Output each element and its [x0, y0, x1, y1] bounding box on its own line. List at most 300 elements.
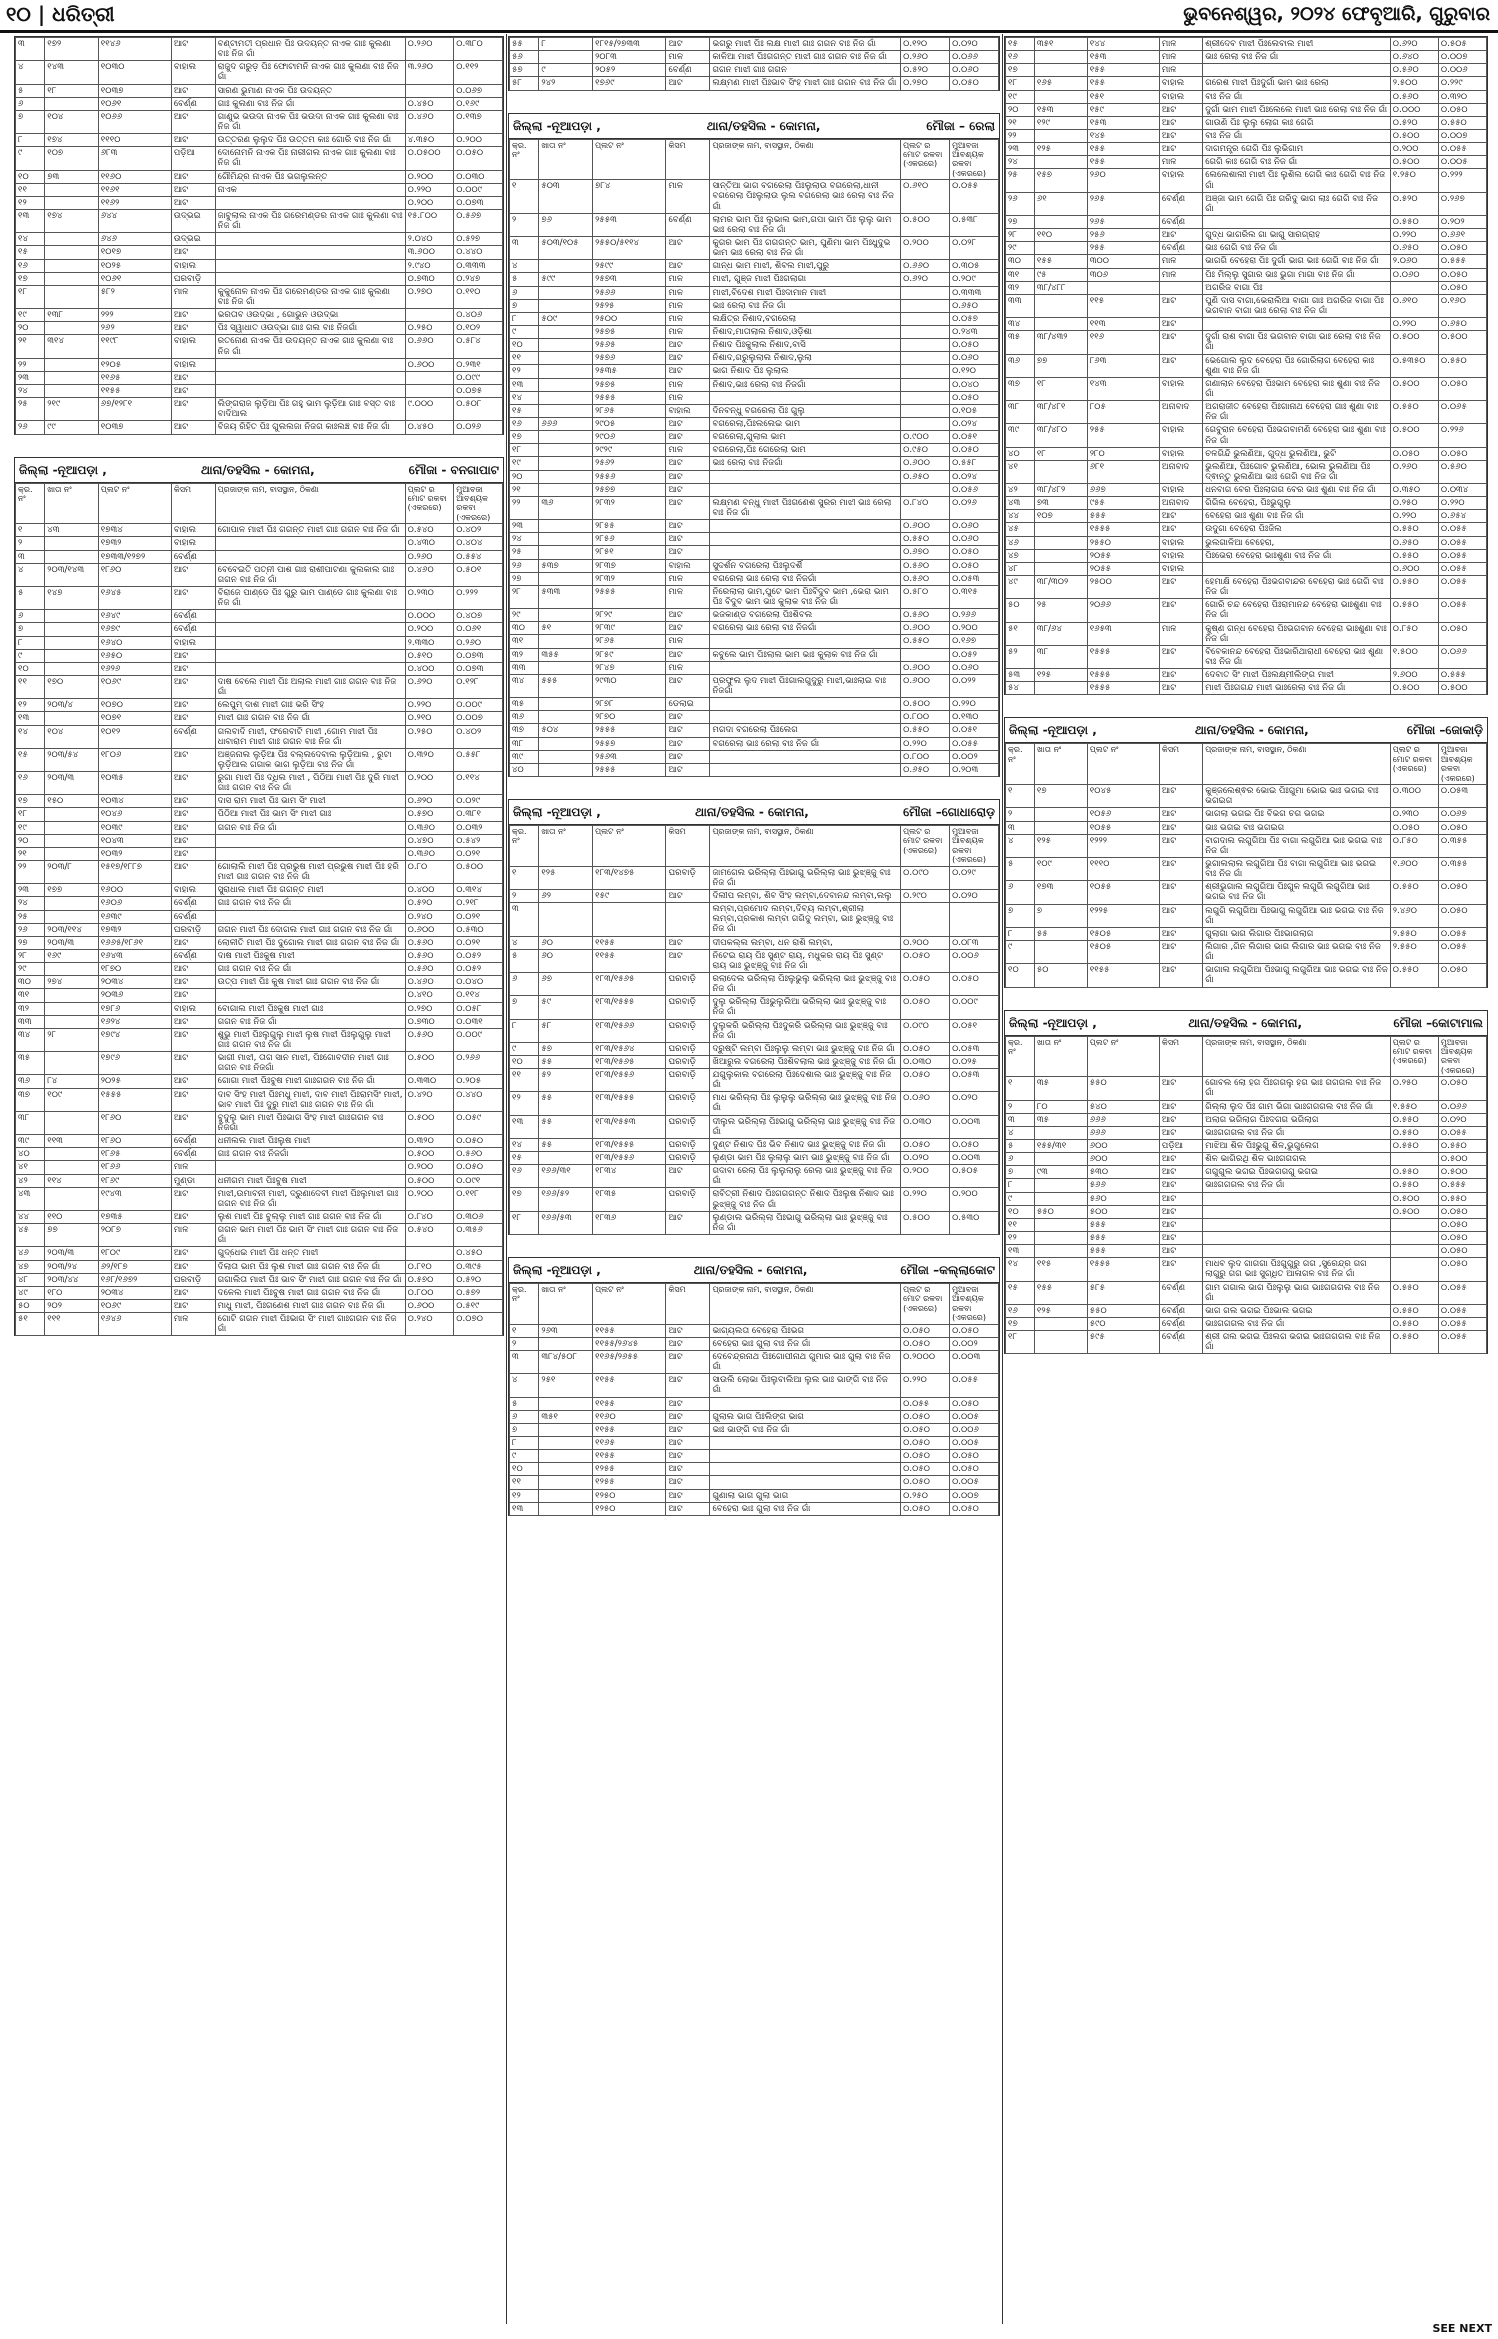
table-cell: ୦.୮୧୦	[405, 1260, 454, 1273]
table-row	[510, 444, 999, 457]
table-cell	[1034, 682, 1087, 695]
table-cell: ୨୭	[16, 936, 45, 949]
table-cell: ୦.୫୬୦	[1390, 90, 1438, 103]
table-cell: ଆଟ	[1159, 129, 1202, 142]
table-cell	[1203, 1245, 1391, 1258]
table-row	[1006, 669, 1487, 682]
table-cell: ୦.୧୨୦	[950, 365, 999, 378]
table-row	[1006, 268, 1487, 281]
table-cell: ଲେଲେଶାଲୀ ମାଝୀ ପିଃ ଲୁଶିଲ ଗେଗି କାଃ ଗେଗି ବାଃ ନିଜ ଗାଁ	[1203, 169, 1391, 192]
table-cell: ୪.୩୫୦	[405, 134, 454, 147]
table-cell	[710, 1450, 901, 1463]
table-cell: ୨୫୫୩	[593, 213, 666, 236]
table-cell: ଆଟ	[666, 457, 710, 470]
table-cell: ୧୧୬	[1087, 331, 1159, 354]
table-cell: ମାଳ	[666, 391, 710, 404]
table-row	[510, 1115, 999, 1138]
table-cell: ୦.୦୬୬	[950, 51, 999, 64]
table-cell: ୦.୦୭୫	[454, 384, 503, 397]
table-cell	[1034, 64, 1087, 77]
table-cell: ୧୬	[510, 417, 539, 430]
table-cell: ମାଳ	[666, 326, 710, 339]
table-row	[510, 38, 999, 51]
table-cell: ସୁରାଧାଲ ମାଝୀ ପିଃ ଗଗନ୍ତ ମାଝୀ	[215, 884, 405, 897]
table-cell: ଗୁଣାଲା ଭାଗ ଗୁଲା ଭାଗ	[710, 1489, 901, 1502]
table-row	[510, 51, 999, 64]
table-cell: ୫୦୦	[1087, 1205, 1159, 1218]
table-cell: ୦.୧୦୨	[454, 322, 503, 335]
table-cell: ୧୧୩	[1087, 318, 1159, 331]
table-cell: ୦.୦୭୩	[454, 196, 503, 209]
table-cell: ୦.୪୦୭	[454, 610, 503, 623]
table-cell: ମାଳ	[1159, 38, 1202, 51]
table-cell: ୨୫୭୫	[593, 326, 666, 339]
table-row	[1006, 77, 1487, 90]
table-cell: ୦.୩୨୦	[405, 748, 454, 771]
table-cell: ୨୦୩/୪୪	[45, 1273, 99, 1286]
table-cell: ଘରବାଡ଼ି	[171, 272, 215, 285]
table-cell: ୫୫୫	[539, 674, 593, 697]
table-cell: ୭	[510, 1423, 539, 1436]
table-cell: ୦.୪୧୦	[405, 989, 454, 1002]
table-row	[510, 1042, 999, 1055]
table-cell: ୦.୬୦୦	[901, 622, 950, 635]
table-cell: ୦.୦୫୦	[1438, 904, 1486, 927]
table-row	[510, 404, 999, 417]
table-cell: ୦.୬୦୦	[405, 923, 454, 936]
table-cell: ଆଟ	[666, 674, 710, 697]
table-cell: ୬୬୬	[1087, 1113, 1159, 1126]
table-cell: ୧୮୦୬	[98, 748, 171, 771]
table-cell: ୫୫୦	[1087, 1304, 1159, 1317]
table-cell: ୨୭୪	[45, 976, 99, 989]
table-cell: ଘରବାଡ଼ି	[666, 1138, 710, 1151]
dateline: ଭୁବନେଶ୍ୱର, ୨୦୨୪ ଫେବୃଆରି, ଗୁରୁବାର	[1183, 3, 1490, 25]
column-header: ପ୍ଲଟ ନଂ	[1087, 1036, 1159, 1077]
table-cell: ଜାବୁଲାଲ ନାଏକ ପିଃ ଗରେମଣ୍ଡର ନାଏକ ଗାଃ କୁଲଣା ବାଃ ନିଜ ଗାଁ	[215, 209, 405, 232]
table-cell: ୩୫	[1006, 331, 1035, 354]
section-district: ଜିଲ୍ଲା -ନୂଆପଡ଼ା ,	[1009, 1015, 1097, 1030]
table-cell: ୦.୦୫୦	[901, 1410, 950, 1423]
table-cell: ୩୦	[510, 622, 539, 635]
table-row	[16, 662, 503, 675]
table-cell: ଆଟ	[1159, 964, 1202, 987]
table-cell: ଆଟ	[666, 365, 710, 378]
table-row	[16, 563, 503, 586]
table-cell: ଅନାବାଦ	[1159, 497, 1202, 510]
table-cell: ୦.୭୩୦	[405, 1015, 454, 1028]
table-cell	[539, 609, 593, 622]
table-row	[1006, 215, 1487, 228]
table-row	[16, 1210, 503, 1223]
table-row	[1006, 1153, 1487, 1166]
table-cell: ମାଳ	[1159, 268, 1202, 281]
table-cell: ଲେପୁମ୍ ଦାଶ ମାଝୀ ଗାଃ ଭରି ସିଂହ	[215, 699, 405, 712]
table-cell: ଭାଃ ରେଲା ବାଃ ନିଜଗାଁ	[710, 457, 901, 470]
table-cell: ୦.୦୫୮	[454, 1002, 503, 1015]
table-row	[16, 322, 503, 335]
table-cell: ୨୬୫	[1087, 215, 1159, 228]
table-cell: ୦.୦୫୦	[1438, 281, 1486, 294]
table-cell: ୦.୦୫୯	[454, 1111, 503, 1134]
table-header-row	[510, 1284, 999, 1325]
table-cell: ୨୫୫୭	[593, 737, 666, 750]
table-cell: ୧୧୬୫/୨୬୫୫	[593, 1351, 666, 1374]
table-cell: ୧୦	[16, 170, 45, 183]
table-cell: ୦.୦୨୦	[901, 1152, 950, 1165]
table-cell: ୦.୦୫୩	[950, 572, 999, 585]
table-cell: ନିରେଲାଲା ଭାମ,ପୁଟେ ଭାମ ପିଃବିଦୁବ ଭାମ ,ଭେରା ଭାମ ପିଃ ବିଦୁବ ଭାମ ଭାଃ କୁଲାକ ବାଃ ନିଜ ଗାଁ	[710, 585, 901, 608]
table-cell: ୧୦୭	[45, 147, 99, 170]
table-cell: ୧୮	[45, 84, 99, 97]
table-cell: ୫୫୫	[1087, 1245, 1159, 1258]
table-cell: ଗିଗିଲ ବେହେରା, ପିଃଭୁଗୁଲୁ	[1203, 497, 1391, 510]
table-cell: ୧୭୯୬	[98, 1052, 171, 1075]
table-cell: ୦.୪୨୦	[405, 1088, 454, 1111]
table-cell: ୨୯୦୫	[593, 417, 666, 430]
table-row	[16, 699, 503, 712]
table-cell: ଭାଃ ରେଲା ବାଃ ନିଜ ଗାଁ	[710, 299, 901, 312]
table-cell: ୧୫୫୫	[1087, 682, 1159, 695]
table-cell: ୧୮୩/୧୫୫୫	[593, 1138, 666, 1151]
table-cell: ଗଗନ ବାଃ ନିଜ ଗାଁ	[215, 821, 405, 834]
table-cell: ବେର୍ଣ୍ଣ	[171, 1135, 215, 1148]
table-row	[510, 635, 999, 648]
table-header-row	[510, 825, 999, 866]
table-row	[1006, 1192, 1487, 1205]
table-cell: ୦.୦୨୫	[950, 1055, 999, 1068]
table-cell: ଦାଷ ମାଝୀ ପିଃକୁଷ ମାଝୀ	[215, 950, 405, 963]
table-row	[1006, 562, 1487, 575]
table-cell	[1203, 562, 1391, 575]
table-cell: ୧୮୩/୧୫୬୫	[593, 1055, 666, 1068]
table-cell: ୨.୦୪୦	[405, 233, 454, 246]
table-cell	[405, 1247, 454, 1260]
table-row	[1006, 129, 1487, 142]
table-row	[16, 675, 503, 698]
table-row	[510, 1423, 999, 1436]
table-cell: ୦.୨୫୦	[901, 1489, 950, 1502]
table-cell: ୦.୦୬୦	[950, 520, 999, 533]
table-row	[510, 609, 999, 622]
table-cell: ୦.୨୦୦	[950, 622, 999, 635]
column-header: ପ୍ରଜାଙ୍କ ନାମ, ବାସସ୍ଥାନ, ଠିକଣା	[710, 825, 901, 866]
table-cell: ୨୮୫୯	[593, 648, 666, 661]
table-cell: ଆଟ	[1159, 354, 1202, 377]
table-cell: ୨୫	[16, 398, 45, 421]
table-row	[510, 378, 999, 391]
table-cell: ୨୦୩/୮	[45, 861, 99, 884]
table-cell: ୦.୧୨୮	[454, 675, 503, 698]
table-cell: ୦.୦୫୦	[901, 1476, 950, 1489]
table-cell: ୨୭	[1006, 215, 1035, 228]
column-header: ପ୍ଲଟ ର ମୋଟ ରକବା (ଏକରରେ)	[1390, 744, 1438, 785]
table-cell: ୦.୨୪୦	[405, 1313, 454, 1336]
table-cell: ୬୪୪	[98, 209, 171, 232]
table-cell: ୦.୫୦୦	[1438, 1153, 1486, 1166]
table-cell: ୧୧୯୮	[98, 335, 171, 358]
table-cell	[1203, 1232, 1391, 1245]
table-row	[1006, 964, 1487, 987]
newspaper-header	[0, 0, 1498, 33]
table-cell: ୧୫୭	[1034, 169, 1087, 192]
table-cell: ୦.୨୦୦୦	[901, 1351, 950, 1374]
table-cell: ୦.୦୦୭	[454, 712, 503, 725]
table-cell: ଭାଗଲା ଭଗଇ ପିଃ ବିଭଗ ଚଗ ଭଗଇ	[1203, 808, 1391, 821]
table-row	[510, 273, 999, 286]
table-header-row	[1006, 744, 1487, 785]
table-cell: ଉଦୁଗା ବେହେରା ପିଃଜିଲ	[1203, 523, 1391, 536]
table-row	[16, 1187, 503, 1210]
table-cell: ୨୫	[16, 910, 45, 923]
table-cell: ୦.୫୫୦	[1390, 1140, 1438, 1153]
table-cell: ୫୯୫	[1087, 1331, 1159, 1354]
table-cell: ୦.୩୯୫	[454, 1260, 503, 1273]
table-cell: ଦିଲାତା ଭାମ ପିଃ ଲୁଶ ମାଝୀ ଗାଃ ଗଗନ ବାଃ ନିଜ ଗାଁ	[215, 1260, 405, 1273]
table-cell: ବାହାଲ	[1159, 77, 1202, 90]
table-cell: ୫୪୦	[1087, 1100, 1159, 1113]
table-cell: ୧	[1006, 1077, 1035, 1100]
table-cell: ୦.୦୫୦	[950, 391, 999, 404]
land-record-section	[508, 799, 1000, 1235]
table-cell: ଦେବେନ୍ଦ୍ରନାଥ ପିଃଗୋପୀନାଥ ଗୁମାର ଭାଃ ଗୁଲା ବାଃ ନିଜ ଗାଁ	[710, 1351, 901, 1374]
table-cell: ୦.୦୨୦	[950, 1092, 999, 1115]
table-cell: ୩୭	[1006, 377, 1035, 400]
table-cell: ୧୮୦୯	[98, 1247, 171, 1260]
table-row	[16, 537, 503, 550]
table-row	[510, 1437, 999, 1450]
table-cell: ୧୦୪	[45, 110, 99, 133]
table-cell: ୦.୨୧୮	[454, 897, 503, 910]
table-cell	[539, 1476, 593, 1489]
table-cell: କୁଗର ଭାମ ପିଃ ଗଗଗନ୍ତ ଭାମ, ପୁଣିମା ଭାମ ପିଃଧୁଦୁଭ ଭାମ ଭାଃ ରେଲା ବାଃ ନିଜ ଗାଁ	[710, 237, 901, 260]
table-cell	[539, 470, 593, 483]
table-cell: ୫୫	[1034, 927, 1087, 940]
table-cell: ୫୬୬	[1087, 1179, 1159, 1192]
table-cell: ୧୭	[1006, 64, 1035, 77]
table-cell: ୦.୦୦୦	[405, 610, 454, 623]
table-cell: ୧୫୦	[45, 795, 99, 808]
table-row	[1006, 1166, 1487, 1179]
table-row	[16, 963, 503, 976]
table-row	[16, 272, 503, 285]
table-cell: ୨୫୫୫	[593, 763, 666, 776]
table-cell: ୦.୦୦୬	[950, 949, 999, 972]
table-cell: ଆଟ	[1159, 1113, 1202, 1126]
table-cell: ରତନୋଣ ନାଏକ ପିଃ ଉଦୟନ୍ତ ନାଏକ ଗାଃ କୁଲଣା ବାଃ ନିଜ ଗାଁ	[215, 335, 405, 358]
table-cell: ୬	[16, 610, 45, 623]
table-cell: ମାଧ ଭରିଲ୍ଲା ପିଃ ଲୁଲୁଲୁ ଭରିଲ୍ଲା ଭାଃ ଭୁଝ୍ଞ୍ଜୁ ବାଃ ନିଜ ଗାଁ	[710, 1092, 901, 1115]
table-cell: ମାଳ	[666, 585, 710, 608]
table-cell: ୦.୫୨୦	[901, 64, 950, 77]
table-cell: ୨୫୫୦	[1087, 536, 1159, 549]
table-cell: ୫୩	[1006, 669, 1035, 682]
table-cell: ୭୭	[45, 1224, 99, 1247]
table-cell: ୩୫	[1034, 1113, 1087, 1126]
table-cell: ଶୁଭୁ ମାଝୀ ପିଃଲୁଗୁଲୁ ମାଝୀ ଲୁଷ ମାଝୀ ପିଃଲୁଗୁଲୁ ମାଝୀ ଗାଃ ଗଗନ ବାଃ ନିଜ ଗାଁ	[215, 1028, 405, 1051]
table-cell: ୦.୬୦୦	[901, 520, 950, 533]
table-cell	[45, 1111, 99, 1134]
table-cell: ୨	[16, 537, 45, 550]
table-cell: ୦.୩୩୩	[950, 286, 999, 299]
table-row	[16, 861, 503, 884]
table-cell: ୨.୯୪୦	[405, 259, 454, 272]
table-cell: ୧୦୬୧	[98, 97, 171, 110]
table-cell: ୨୨	[1006, 129, 1035, 142]
table-cell: ଆଟ	[666, 763, 710, 776]
table-cell: ୭୮୪	[593, 180, 666, 213]
table-cell: ଆଟ	[1159, 1205, 1202, 1218]
table-cell: ୧୨	[16, 699, 45, 712]
table-cell: ୦.୦୫୧	[950, 1019, 999, 1042]
table-cell: ଆଟ	[171, 976, 215, 989]
table-cell: ଗଗୁଗୁଲ ଭଗଇ ପିଃଭଗଗଗୁ ଭଗଇ	[1203, 1166, 1391, 1179]
table-cell: ଭାଗାଲ ଲଗୁଗିଆ ପିଃଭାଗୁ ଲଗୁଗିଆ ଭାଃ ଭଗଇ ବାଃ ନିଜ ଗାଁ	[1203, 964, 1391, 987]
table-cell	[1034, 1179, 1087, 1192]
table-cell: ୧୪୩	[45, 61, 99, 84]
table-cell: ୧୫୦୫	[1087, 941, 1159, 964]
land-record-section	[14, 36, 504, 435]
table-cell: ୦.୩୧୪	[454, 884, 503, 897]
table-cell: ୧୦୩୪	[98, 795, 171, 808]
table-cell: ୧୦୭୧	[98, 712, 171, 725]
table-row	[1006, 1205, 1487, 1218]
table-cell: ଆଟ	[1159, 1218, 1202, 1231]
table-row	[16, 712, 503, 725]
table-row	[1006, 401, 1487, 424]
table-row	[16, 795, 503, 808]
table-cell: ୩୮	[510, 737, 539, 750]
table-row	[16, 847, 503, 860]
table-cell: ୧୩	[16, 209, 45, 232]
table-cell: ୧୨୨୨	[1087, 834, 1159, 857]
table-cell: ୦.୮୦୦	[901, 711, 950, 724]
table-cell: ପିଃଭେରା ବେହେରା ଭାଃଶୁଣା ବାଃ ନିଜ ଗାଁ	[1203, 549, 1391, 562]
table-cell	[901, 404, 950, 417]
land-record-table	[1005, 743, 1487, 987]
table-cell: ବଣ୍ଟାମତୀ ପ୍ରଧାନ ପିଃ ଉଦୟନ୍ତ ନାଏକ ଗାଃ କୁଲଣା ବାଃ ନିଜ ଗାଁ	[215, 38, 405, 61]
table-cell: ଶ୍ରୀ ଗଲ ଭଗଇ ପିଃଲଗ ଭଗଇ ଭାଃଗଗଗଲ ବାଃ ନିଜ ଗାଁ	[1203, 1331, 1391, 1354]
table-row	[510, 1351, 999, 1374]
section-district: ଜିଲ୍ଲା -ନୂଆପଡ଼ା ,	[513, 1263, 601, 1278]
table-cell: ଉଦ୍ଭଇ	[171, 233, 215, 246]
table-cell: ୦.୫୫୦	[1438, 1140, 1486, 1153]
table-cell: ୦.୩୦୫	[950, 260, 999, 273]
table-cell: ୦.୦୦୫	[1438, 156, 1486, 169]
table-cell: ଗଗନ ବାଃ ନିଜ ଗାଁ	[215, 1015, 405, 1028]
table-cell: ୧୮୬୦	[98, 1111, 171, 1134]
table-cell: ୧୭୩	[1034, 881, 1087, 904]
table-cell: ଗାମ ଗଗାଲ ଭାଗ ପିଃଲୁଲୁ ଭାଗ ଭାଃଗଗଗଲ ବାଃ ନିଜ ଗାଁ	[1203, 1281, 1391, 1304]
table-cell: ବେର୍ଣ୍ଣ	[171, 1148, 215, 1161]
table-cell: ୦.୩୬୦	[405, 847, 454, 860]
table-cell: ୦.୨୬୦	[1390, 460, 1438, 483]
table-cell: ୨୦୩୪	[98, 1286, 171, 1299]
table-row	[16, 1148, 503, 1161]
table-cell: ୬୬୭	[1087, 484, 1159, 497]
table-cell: ଗଣାଲାନ ବେହେରା ପିଃଭାମ ବେହେରା କାଃ ଶୁଣା ବାଃ ନିଜ ଗାଁ	[1203, 377, 1391, 400]
table-row	[1006, 1126, 1487, 1139]
table-row	[1006, 645, 1487, 668]
table-cell: ଗିଲ୍ଲା ଲୁଦ ପିଃ ଗାମ ଭିଗା ଭାଃଗଗଗଲ ବାଃ ନିଜ ଗାଁ	[1203, 1100, 1391, 1113]
table-cell: ୧୮	[1006, 77, 1035, 90]
table-cell: ୦.୫୪୦	[405, 524, 454, 537]
table-cell: ଆଟ	[666, 1351, 710, 1374]
table-cell: ୩୭	[16, 1088, 45, 1111]
column-1	[14, 34, 504, 2324]
table-cell: ୫୦	[16, 1299, 45, 1312]
table-cell: ୦.୦୨୧	[454, 847, 503, 860]
table-cell: ୦.୫୬୦	[901, 609, 950, 622]
table-cell: ୧୬	[16, 259, 45, 272]
table-cell: ଆଟ	[666, 711, 710, 724]
table-cell: ୦.୨୨୬	[1438, 424, 1486, 447]
table-cell: ୦.୦୨୪	[950, 417, 999, 430]
table-cell: ଆଟ	[171, 246, 215, 259]
table-row	[1006, 331, 1487, 354]
table-row	[510, 763, 999, 776]
table-cell: ୦.୫୦୦	[901, 698, 950, 711]
table-row	[1006, 497, 1487, 510]
table-cell: ୫୫	[539, 1092, 593, 1115]
table-cell: ୨୫୬୩	[593, 750, 666, 763]
table-cell: କବୁଲେ ଭାମ ପିଃଲାଲ ଭାମ ଭାଃ କୁଲାକ ବାଃ ନିଜ ଗାଁ	[710, 648, 901, 661]
table-cell: ୦.୦୦୬	[950, 1423, 999, 1436]
table-cell: ଆଟ	[171, 772, 215, 795]
table-cell: ୨୦୩/୧୪୩	[45, 563, 99, 586]
table-cell: ୧୦୩୯	[98, 821, 171, 834]
table-row	[16, 1260, 503, 1273]
table-cell: ଆଟ	[171, 1111, 215, 1134]
table-row	[16, 309, 503, 322]
column-header: ପ୍ରଜାଙ୍କ ନାମ, ବାସସ୍ଥାନ, ଠିକଣା	[1203, 1036, 1391, 1077]
table-cell: ୦.୫୫୦	[1390, 1166, 1438, 1179]
table-cell: ଗଗନ ମାଝୀ ପିଃ ଦୋଗଲ ମାଝୀ ଗାଃ ଗଗନ ବାଃ ନିଜ ଗାଁ	[215, 923, 405, 936]
table-cell: ୧୮୬୫	[98, 1148, 171, 1161]
table-cell: ୩୨	[510, 648, 539, 661]
table-cell: ୦.୦୬୦	[950, 661, 999, 674]
table-cell: ୦.୬୬୦	[405, 335, 454, 358]
land-record-table	[509, 139, 999, 777]
table-cell: ଭାଃ ରେଲା ବାଃ ନିଜ ଗାଁ	[1203, 51, 1391, 64]
table-cell: ୦.୫୦୦	[405, 1174, 454, 1187]
table-cell: ୦.୪୦୦	[405, 884, 454, 897]
table-cell: ୦.୬୨୦	[405, 675, 454, 698]
table-cell: ବାହାଲ	[171, 61, 215, 84]
table-cell: ୫	[1006, 1140, 1035, 1153]
table-cell: ୪୦	[16, 1148, 45, 1161]
table-cell: ୧୫୧୭/୧୮୮୭	[98, 861, 171, 884]
table-row	[510, 352, 999, 365]
table-cell: ଆଟ	[1159, 821, 1202, 834]
table-cell: ୧୧୫୫	[593, 1374, 666, 1397]
table-cell: ଅନାବାଦ	[1159, 460, 1202, 483]
table-cell: ୦.୦୫୦	[454, 1161, 503, 1174]
table-cell: ବାହାଲ	[1159, 562, 1202, 575]
table-cell: ୧୬	[1006, 1304, 1035, 1317]
table-cell: ୧୭	[1006, 1318, 1035, 1331]
table-cell: ୩୮/୪୮୦	[1034, 424, 1087, 447]
column-header: କ୍ର. ନଂ	[16, 483, 45, 524]
table-cell	[539, 326, 593, 339]
section-thana: ଥାନା/ତହସିଲ - କୋମନା,	[1194, 723, 1309, 738]
table-cell: ୦.୦୨୯	[454, 795, 503, 808]
table-cell: ୨୮୫୧	[593, 546, 666, 559]
table-cell	[215, 636, 405, 649]
table-cell: ୧୪	[16, 725, 45, 748]
table-cell: ଆଟ	[171, 309, 215, 322]
table-cell	[215, 358, 405, 371]
